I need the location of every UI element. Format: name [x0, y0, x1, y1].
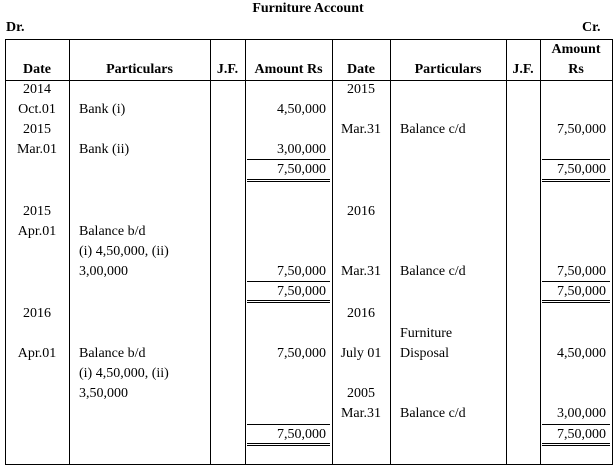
right-total-1: 7,50,000	[557, 162, 606, 177]
header-amount-left: Amount Rs	[254, 62, 323, 77]
right-date-july01: July 01	[340, 346, 382, 361]
left-balance-bd-b-line3: 3,50,000	[79, 386, 128, 401]
right-amount-balance-cd-c: 3,00,000	[557, 406, 606, 421]
right-amount-balance-cd-a: 7,50,000	[557, 122, 606, 137]
left-year-2015a: 2015	[23, 122, 51, 137]
left-bank-i: Bank (i)	[79, 102, 126, 117]
header-particulars-left: Particulars	[106, 62, 173, 77]
left-year-2016: 2016	[23, 306, 51, 321]
header-date-left: Date	[23, 62, 51, 77]
left-amount-bank-ii: 3,00,000	[277, 142, 326, 157]
right-date-mar31a: Mar.31	[340, 122, 382, 137]
right-year-2016a: 2016	[347, 204, 375, 219]
left-date-apr01a: Apr.01	[17, 224, 57, 239]
left-date-mar01: Mar.01	[16, 142, 58, 157]
left-balance-bd-a-line3: 3,00,000	[79, 264, 128, 279]
left-date-apr01b: Apr.01	[17, 346, 57, 361]
left-year-2015b: 2015	[23, 204, 51, 219]
account-title: Furniture Account	[252, 1, 364, 16]
right-total-3: 7,50,000	[557, 427, 606, 442]
header-date-right: Date	[347, 62, 375, 77]
left-amount-balance-bd-a: 7,50,000	[277, 264, 326, 279]
right-balance-cd-a: Balance c/d	[400, 122, 466, 137]
right-year-2016b: 2016	[347, 306, 375, 321]
left-date-oct01: Oct.01	[18, 102, 56, 117]
right-total-2: 7,50,000	[557, 284, 606, 299]
header-particulars-right: Particulars	[414, 62, 482, 77]
right-year-2005: 2005	[347, 386, 375, 401]
right-date-mar31c: Mar.31	[340, 406, 382, 421]
header-jf-left: J.F.	[216, 62, 239, 77]
header-amount-right-2: Rs	[568, 62, 584, 77]
left-amount-bank-i: 4,50,000	[277, 102, 326, 117]
right-balance-cd-b: Balance c/d	[400, 264, 466, 279]
right-balance-cd-c: Balance c/d	[400, 406, 466, 421]
left-amount-balance-bd-b: 7,50,000	[277, 346, 326, 361]
credit-label: Cr.	[582, 20, 601, 35]
left-balance-bd-b-line2: (i) 4,50,000, (ii)	[79, 366, 169, 381]
left-balance-bd-a: Balance b/d	[79, 224, 146, 239]
right-amount-disposal: 4,50,000	[557, 346, 606, 361]
right-date-mar31b: Mar.31	[340, 264, 382, 279]
right-furniture: Furniture	[400, 326, 453, 341]
left-year-2014: 2014	[23, 82, 51, 97]
left-total-2: 7,50,000	[277, 284, 326, 299]
left-balance-bd-b: Balance b/d	[79, 346, 146, 361]
left-balance-bd-a-line2: (i) 4,50,000, (ii)	[79, 244, 169, 259]
right-amount-balance-cd-b: 7,50,000	[557, 264, 606, 279]
header-amount-right-1: Amount	[551, 42, 601, 57]
left-bank-ii: Bank (ii)	[79, 142, 130, 157]
header-jf-right: J.F.	[512, 62, 534, 77]
right-year-2015: 2015	[347, 82, 375, 97]
left-total-1: 7,50,000	[277, 162, 326, 177]
left-total-3: 7,50,000	[277, 427, 326, 442]
debit-label: Dr.	[6, 20, 25, 35]
right-disposal: Disposal	[400, 346, 449, 361]
